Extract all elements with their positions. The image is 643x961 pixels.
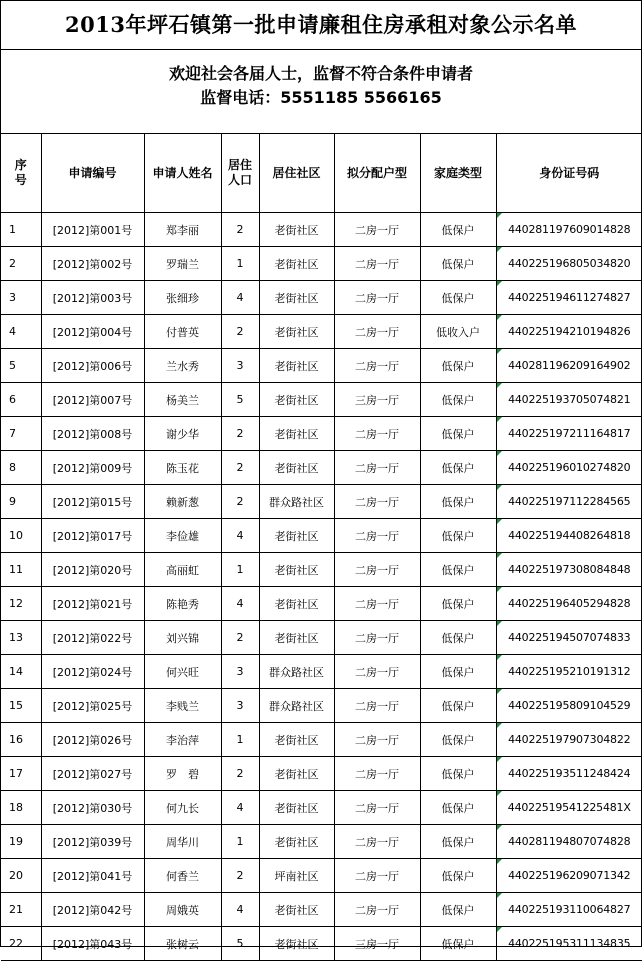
- row-name: 李俭雄: [144, 519, 221, 553]
- row-name: 赖新葱: [144, 485, 221, 519]
- table-row: [1, 655, 642, 689]
- row-app-no: [2012]第043号: [41, 927, 144, 961]
- row-id-card: 440225193511248424: [496, 757, 642, 791]
- row-family-type: 低保户: [420, 349, 496, 383]
- table-row: [1, 349, 642, 383]
- table-row: [1, 587, 642, 621]
- row-household: 4: [221, 281, 259, 315]
- row-room-type: 二房一厅: [334, 247, 420, 281]
- table-row: [1, 791, 642, 825]
- row-community: 老街社区: [259, 791, 334, 825]
- row-family-type: 低保户: [420, 927, 496, 961]
- row-id-card: 440225195311134835: [496, 927, 642, 961]
- row-community: 老街社区: [259, 315, 334, 349]
- row-community: 老街社区: [259, 893, 334, 927]
- row-no: 1: [1, 213, 41, 247]
- row-id-card: 440225195210191312: [496, 655, 642, 689]
- row-app-no: [2012]第024号: [41, 655, 144, 689]
- row-family-type: 低保户: [420, 587, 496, 621]
- table-row: [1, 927, 642, 961]
- row-room-type: 二房一厅: [334, 689, 420, 723]
- row-community: 群众路社区: [259, 689, 334, 723]
- table-row: [1, 859, 642, 893]
- table-row: [1, 757, 642, 791]
- row-household: 2: [221, 417, 259, 451]
- row-room-type: 二房一厅: [334, 349, 420, 383]
- row-name: 兰水秀: [144, 349, 221, 383]
- row-app-no: [2012]第041号: [41, 859, 144, 893]
- row-household: 2: [221, 451, 259, 485]
- row-family-type: 低保户: [420, 757, 496, 791]
- row-room-type: 二房一厅: [334, 315, 420, 349]
- table-row: [1, 383, 642, 417]
- row-no: 12: [1, 587, 41, 621]
- row-id-card: 440225197308084848: [496, 553, 642, 587]
- row-family-type: 低保户: [420, 281, 496, 315]
- row-community: 群众路社区: [259, 485, 334, 519]
- row-name: 周华川: [144, 825, 221, 859]
- row-no: 2: [1, 247, 41, 281]
- row-community: 老街社区: [259, 417, 334, 451]
- row-id-card: 440225194210194826: [496, 315, 642, 349]
- header-id-card: 身份证号码: [496, 134, 642, 213]
- table-header-row: [1, 134, 642, 213]
- row-app-no: [2012]第002号: [41, 247, 144, 281]
- row-community: 老街社区: [259, 213, 334, 247]
- table-row: [1, 621, 642, 655]
- row-community: 老街社区: [259, 553, 334, 587]
- row-community: 老街社区: [259, 247, 334, 281]
- row-no: 18: [1, 791, 41, 825]
- row-id-card: 440225196209071342: [496, 859, 642, 893]
- row-name: 张树云: [144, 927, 221, 961]
- row-name: 谢少华: [144, 417, 221, 451]
- row-room-type: 二房一厅: [334, 621, 420, 655]
- row-family-type: 低保户: [420, 825, 496, 859]
- row-no: 5: [1, 349, 41, 383]
- table-row: [1, 553, 642, 587]
- row-household: 1: [221, 825, 259, 859]
- row-community: 老街社区: [259, 349, 334, 383]
- row-app-no: [2012]第009号: [41, 451, 144, 485]
- row-household: 4: [221, 519, 259, 553]
- row-household: 3: [221, 349, 259, 383]
- row-app-no: [2012]第026号: [41, 723, 144, 757]
- row-no: 19: [1, 825, 41, 859]
- row-room-type: 二房一厅: [334, 519, 420, 553]
- row-name: 陈艳秀: [144, 587, 221, 621]
- row-room-type: 二房一厅: [334, 893, 420, 927]
- row-no: 11: [1, 553, 41, 587]
- row-name: 罗瑞兰: [144, 247, 221, 281]
- row-family-type: 低保户: [420, 247, 496, 281]
- row-name: 陈玉花: [144, 451, 221, 485]
- row-name: 李贱兰: [144, 689, 221, 723]
- row-id-card: 440225195809104529: [496, 689, 642, 723]
- table-row: [1, 451, 642, 485]
- row-name: 何香兰: [144, 859, 221, 893]
- header-app-no: 申请编号: [41, 134, 144, 213]
- row-room-type: 二房一厅: [334, 825, 420, 859]
- row-app-no: [2012]第021号: [41, 587, 144, 621]
- row-no: 4: [1, 315, 41, 349]
- table-row: [1, 213, 642, 247]
- table-row: [1, 893, 642, 927]
- row-id-card: 440225196010274820: [496, 451, 642, 485]
- row-community: 老街社区: [259, 723, 334, 757]
- row-community: 老街社区: [259, 621, 334, 655]
- row-app-no: [2012]第004号: [41, 315, 144, 349]
- row-no: 3: [1, 281, 41, 315]
- header-name: 申请人姓名: [144, 134, 221, 213]
- row-id-card: 44022519541225481X: [496, 791, 642, 825]
- row-app-no: [2012]第008号: [41, 417, 144, 451]
- row-room-type: 二房一厅: [334, 757, 420, 791]
- row-room-type: 二房一厅: [334, 213, 420, 247]
- row-community: 老街社区: [259, 383, 334, 417]
- row-room-type: 三房一厅: [334, 383, 420, 417]
- row-family-type: 低保户: [420, 383, 496, 417]
- row-name: 付普英: [144, 315, 221, 349]
- header-room-type: 拟分配户型: [334, 134, 420, 213]
- row-community: 坪南社区: [259, 859, 334, 893]
- row-community: 老街社区: [259, 927, 334, 961]
- row-name: 张细珍: [144, 281, 221, 315]
- row-community: 老街社区: [259, 281, 334, 315]
- row-room-type: 二房一厅: [334, 417, 420, 451]
- row-community: 群众路社区: [259, 655, 334, 689]
- row-name: 李治萍: [144, 723, 221, 757]
- row-no: 9: [1, 485, 41, 519]
- row-app-no: [2012]第007号: [41, 383, 144, 417]
- table-row: [1, 281, 642, 315]
- phone-label: 监督电话：: [200, 88, 281, 107]
- row-name: 刘兴锦: [144, 621, 221, 655]
- row-household: 2: [221, 757, 259, 791]
- table-row: [1, 417, 642, 451]
- row-no: 17: [1, 757, 41, 791]
- row-community: 老街社区: [259, 519, 334, 553]
- row-id-card: 440225197907304822: [496, 723, 642, 757]
- row-name: 周娥英: [144, 893, 221, 927]
- row-room-type: 二房一厅: [334, 281, 420, 315]
- row-family-type: 低保户: [420, 451, 496, 485]
- row-id-card: 440225197211164817: [496, 417, 642, 451]
- row-no: 10: [1, 519, 41, 553]
- table-row: [1, 825, 642, 859]
- applicant-table: [1, 134, 642, 961]
- row-name: 杨美兰: [144, 383, 221, 417]
- row-household: 2: [221, 621, 259, 655]
- row-name: 何兴旺: [144, 655, 221, 689]
- row-id-card: 440281194807074828: [496, 825, 642, 859]
- row-family-type: 低保户: [420, 417, 496, 451]
- row-community: 老街社区: [259, 825, 334, 859]
- row-app-no: [2012]第042号: [41, 893, 144, 927]
- row-id-card: 440225194507074833: [496, 621, 642, 655]
- row-no: 16: [1, 723, 41, 757]
- row-app-no: [2012]第001号: [41, 213, 144, 247]
- header-household: 居住人口: [221, 134, 259, 213]
- row-id-card: 440225196805034820: [496, 247, 642, 281]
- row-room-type: 二房一厅: [334, 723, 420, 757]
- row-family-type: 低保户: [420, 723, 496, 757]
- row-family-type: 低保户: [420, 655, 496, 689]
- row-name: 罗 碧: [144, 757, 221, 791]
- row-app-no: [2012]第015号: [41, 485, 144, 519]
- row-app-no: [2012]第006号: [41, 349, 144, 383]
- row-room-type: 二房一厅: [334, 587, 420, 621]
- row-household: 4: [221, 587, 259, 621]
- page-title: 2013年坪石镇第一批申请廉租住房承租对象公示名单: [1, 1, 641, 50]
- supervision-notice: 欢迎社会各届人士，监督不符合条件申请者: [168, 64, 473, 83]
- row-room-type: 三房一厅: [334, 927, 420, 961]
- supervision-phone-line: [1, 86, 641, 110]
- row-no: 20: [1, 859, 41, 893]
- row-name: 郑李丽: [144, 213, 221, 247]
- row-family-type: 低保户: [420, 485, 496, 519]
- row-id-card: 440281196209164902: [496, 349, 642, 383]
- row-household: 2: [221, 213, 259, 247]
- row-household: 1: [221, 247, 259, 281]
- row-family-type: 低保户: [420, 689, 496, 723]
- row-id-card: 440225193705074821: [496, 383, 642, 417]
- row-family-type: 低保户: [420, 519, 496, 553]
- row-household: 1: [221, 723, 259, 757]
- row-id-card: 440225194611274827: [496, 281, 642, 315]
- row-no: 8: [1, 451, 41, 485]
- row-no: 13: [1, 621, 41, 655]
- row-room-type: 二房一厅: [334, 859, 420, 893]
- row-id-card: 440225194408264818: [496, 519, 642, 553]
- header-no: 序号: [1, 134, 41, 213]
- row-household: 3: [221, 655, 259, 689]
- row-no: 6: [1, 383, 41, 417]
- row-id-card: 440225197112284565: [496, 485, 642, 519]
- row-household: 4: [221, 791, 259, 825]
- row-no: 7: [1, 417, 41, 451]
- row-household: 2: [221, 485, 259, 519]
- table-row: [1, 723, 642, 757]
- row-household: 4: [221, 893, 259, 927]
- row-family-type: 低保户: [420, 553, 496, 587]
- row-family-type: 低保户: [420, 893, 496, 927]
- row-household: 2: [221, 315, 259, 349]
- row-community: 老街社区: [259, 757, 334, 791]
- row-no: 21: [1, 893, 41, 927]
- row-family-type: 低保户: [420, 621, 496, 655]
- row-family-type: 低保户: [420, 791, 496, 825]
- row-app-no: [2012]第022号: [41, 621, 144, 655]
- header-family-type: 家庭类型: [420, 134, 496, 213]
- row-room-type: 二房一厅: [334, 451, 420, 485]
- subtitle-block: [1, 50, 641, 134]
- row-app-no: [2012]第020号: [41, 553, 144, 587]
- table-row: [1, 519, 642, 553]
- row-no: 22: [1, 927, 41, 961]
- row-room-type: 二房一厅: [334, 791, 420, 825]
- row-family-type: 低保户: [420, 213, 496, 247]
- header-community: 居住社区: [259, 134, 334, 213]
- row-name: 何九长: [144, 791, 221, 825]
- row-id-card: 440225193110064827: [496, 893, 642, 927]
- row-app-no: [2012]第030号: [41, 791, 144, 825]
- row-household: 2: [221, 859, 259, 893]
- row-room-type: 二房一厅: [334, 655, 420, 689]
- table-row: [1, 689, 642, 723]
- row-app-no: [2012]第027号: [41, 757, 144, 791]
- row-family-type: 低收入户: [420, 315, 496, 349]
- row-household: 5: [221, 927, 259, 961]
- row-app-no: [2012]第025号: [41, 689, 144, 723]
- row-household: 3: [221, 689, 259, 723]
- row-no: 15: [1, 689, 41, 723]
- row-community: 老街社区: [259, 587, 334, 621]
- row-app-no: [2012]第003号: [41, 281, 144, 315]
- row-app-no: [2012]第039号: [41, 825, 144, 859]
- row-name: 高丽虹: [144, 553, 221, 587]
- table-body: [1, 213, 642, 961]
- row-id-card: 440281197609014828: [496, 213, 642, 247]
- row-room-type: 二房一厅: [334, 553, 420, 587]
- row-household: 1: [221, 553, 259, 587]
- phone-numbers: 5551185 5566165: [280, 88, 442, 107]
- row-room-type: 二房一厅: [334, 485, 420, 519]
- table-row: [1, 485, 642, 519]
- row-household: 5: [221, 383, 259, 417]
- row-no: 14: [1, 655, 41, 689]
- row-app-no: [2012]第017号: [41, 519, 144, 553]
- row-community: 老街社区: [259, 451, 334, 485]
- table-row: [1, 247, 642, 281]
- row-id-card: 440225196405294828: [496, 587, 642, 621]
- row-family-type: 低保户: [420, 859, 496, 893]
- table-row: [1, 315, 642, 349]
